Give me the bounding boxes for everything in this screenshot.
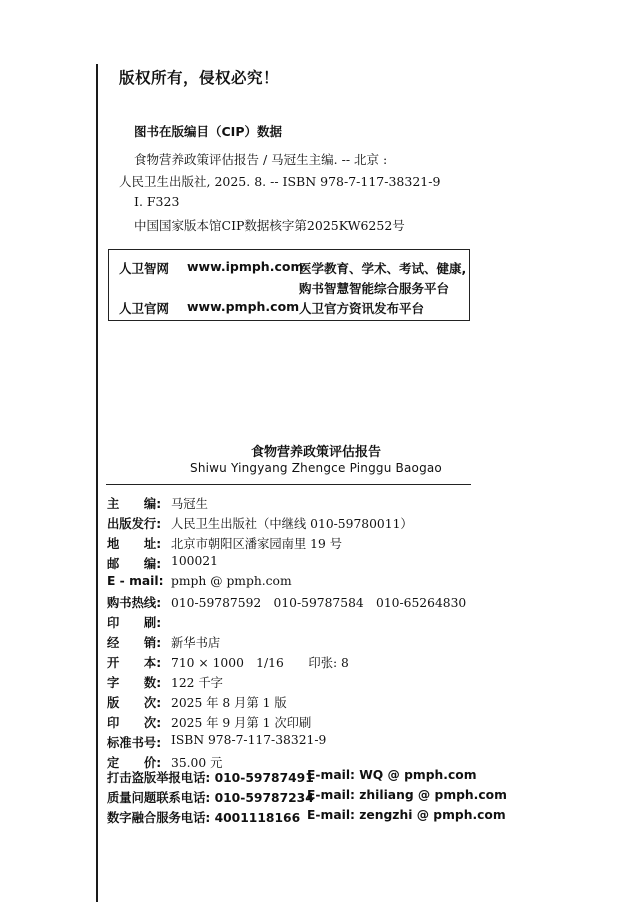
contact-email[interactable]: E-mail: zengzhi @ pmph.com	[307, 807, 506, 822]
publication-row-label: 印 次:	[107, 715, 162, 730]
publication-row-value: 710 × 1000 1/16 印张: 8	[171, 656, 349, 671]
site2-name: 人卫官网	[119, 301, 170, 316]
publication-row-label: 购书热线:	[107, 596, 162, 611]
cip-line-1: 食物营养政策评估报告 / 马冠生主编. -- 北京 :	[134, 152, 388, 167]
book-title: 食物营养政策评估报告	[250, 445, 381, 460]
publication-row-value: 北京市朝阳区潘家园南里 19 号	[171, 536, 343, 551]
contact-email[interactable]: E-mail: WQ @ pmph.com	[307, 768, 477, 782]
cip-line-2: 人民卫生出版社, 2025. 8. -- ISBN 978-7-117-38321-9	[119, 174, 441, 189]
cip-line-4: 中国国家版本馆CIP数据核字第2025KW6252号	[134, 218, 405, 233]
cip-line-3: Ⅰ. F323	[134, 194, 180, 209]
publication-row-label: 定 价:	[107, 755, 162, 770]
publication-row	[107, 673, 527, 693]
site2-desc: 人卫官方资讯发布平台	[299, 301, 425, 316]
book-pinyin-title: Shiwu Yingyang Zhengce Pinggu Baogao	[190, 461, 442, 475]
publication-row-label: 出版发行:	[107, 516, 162, 531]
contact-email[interactable]: E-mail: zhiliang @ pmph.com	[307, 787, 507, 802]
copyright-notice: 版权所有，侵权必究！	[119, 69, 280, 87]
publication-row-label: 开 本:	[107, 656, 162, 671]
publication-row-label: 主 编:	[107, 497, 162, 511]
publication-row-value: 010-59787592 010-59787584 010-65264830	[171, 596, 467, 611]
publication-row-value: ISBN 978-7-117-38321-9	[171, 732, 327, 747]
publication-row-label: 标准书号:	[107, 735, 162, 750]
site1-desc-line2: 购书智慧智能综合服务平台	[299, 281, 450, 296]
publication-row	[107, 733, 527, 753]
publication-row	[107, 574, 527, 594]
publication-row	[107, 554, 527, 574]
contact-row	[107, 808, 527, 828]
publication-row-value: pmph @ pmph.com	[171, 573, 292, 588]
publication-row-value: 人民卫生出版社（中继线 010-59780011）	[171, 516, 413, 531]
publication-row	[107, 494, 527, 514]
publication-row	[107, 613, 527, 633]
site2-url[interactable]: www.pmph.com	[187, 299, 300, 314]
publication-row	[107, 514, 527, 534]
contact-phone: 数字融合服务电话: 4001118166	[107, 810, 301, 825]
publication-row	[107, 534, 527, 554]
publication-row-label: 版 次:	[107, 695, 162, 710]
publication-row	[107, 713, 527, 733]
publication-row-label: 印 刷:	[107, 616, 162, 631]
publication-row	[107, 693, 527, 713]
publication-row	[107, 653, 527, 673]
publication-row-value: 2025 年 9 月第 1 次印刷	[171, 715, 312, 730]
divider-line	[106, 484, 471, 485]
publication-row-label: 经 销:	[107, 636, 162, 651]
site1-name: 人卫智网	[119, 261, 170, 276]
publication-row-value: 新华书店	[171, 636, 221, 651]
publication-row-label: E - mail:	[107, 573, 164, 588]
publication-details	[107, 494, 527, 772]
publication-row-value: 马冠生	[171, 497, 208, 511]
site1-desc-line1: 医学教育、学术、考试、健康,	[299, 261, 467, 276]
publication-row-value: 122 千字	[171, 676, 223, 691]
publication-row-value: 100021	[171, 553, 218, 568]
publication-row	[107, 633, 527, 653]
cip-heading: 图书在版编目（CIP）数据	[134, 124, 282, 139]
website-info-box	[108, 249, 470, 321]
publication-row	[107, 593, 527, 613]
publication-row-value: 2025 年 8 月第 1 版	[171, 695, 287, 710]
site1-url[interactable]: www.ipmph.com	[187, 259, 304, 274]
contact-details	[107, 768, 527, 828]
contact-phone: 打击盗版举报电话: 010-59787491	[107, 771, 314, 785]
contact-phone: 质量问题联系电话: 010-59787234	[107, 790, 314, 805]
margin-rule	[96, 64, 98, 902]
publication-row-label: 邮 编:	[107, 556, 162, 571]
publication-row-label: 地 址:	[107, 536, 162, 551]
contact-row	[107, 788, 527, 808]
publication-row-label: 字 数:	[107, 676, 162, 691]
contact-row	[107, 768, 527, 788]
publication-row-value: 35.00 元	[171, 755, 223, 770]
